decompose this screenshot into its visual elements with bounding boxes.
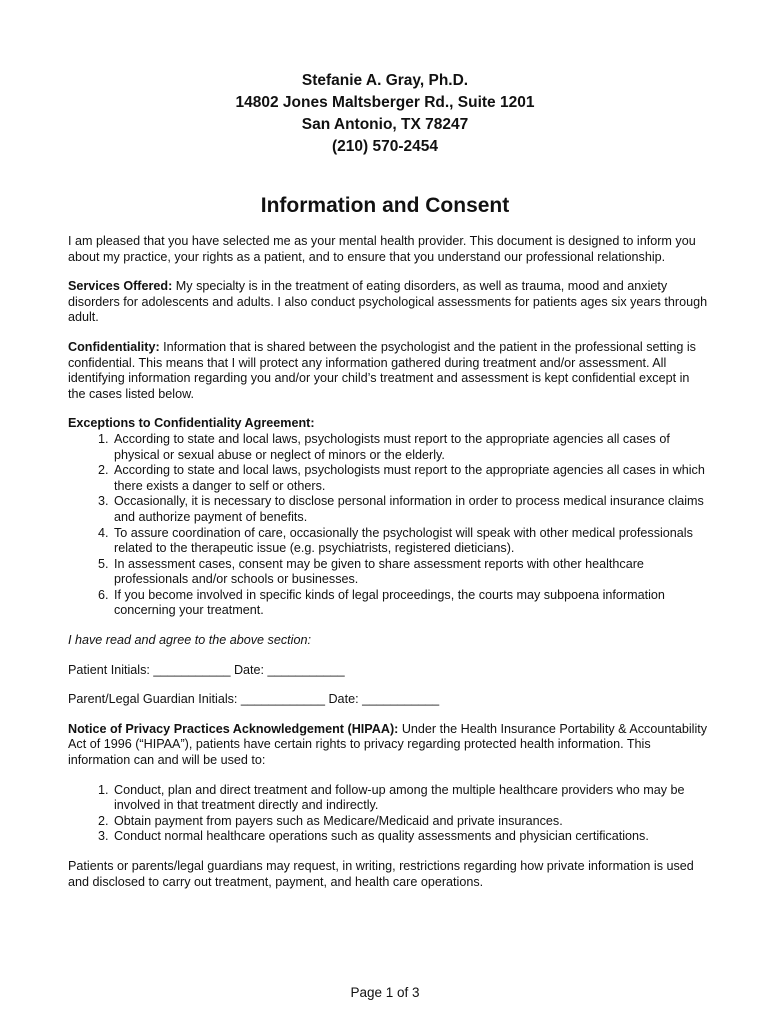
list-item: 4. To assure coordination of care, occasionally the psychologist will speak with other medical professionals related to the therapeutic issue (e.g. psychiatrists, registered dieticians). bbox=[112, 526, 708, 557]
document-title: Information and Consent bbox=[260, 194, 510, 217]
confidentiality-label: Confidentiality: bbox=[68, 339, 160, 354]
hipaa-text: Under the Health Insurance Portability & Accountability Act of 1996 (“HIPAA”), patients have certain rights to privacy regarding protected health information. This information can and will be used to: bbox=[68, 721, 708, 768]
list-item: 2. Obtain payment from payers such as Medicare/Medicaid and private insurances. bbox=[112, 814, 708, 830]
exceptions-heading: Exceptions to Confidentiality Agreement: bbox=[68, 416, 315, 431]
intro-paragraph: I am pleased that you have selected me as your mental health provider. This document is designed to inform you about my practice, your rights as a patient, and to ensure that you understand our professional relationship. bbox=[68, 234, 696, 264]
services-paragraph bbox=[68, 279, 708, 326]
list-item: 3. Occasionally, it is necessary to disclose personal information in order to process medical insurance claims and authorize payment of benefits. bbox=[112, 494, 708, 525]
hipaa-list bbox=[68, 783, 708, 845]
confidentiality-text: Information that is shared between the psychologist and the patient in the professional setting is confidential. This means that I will protect any information gathered during treatment and/or assessment. All identifying information regarding you and/or your child’s treatment and assessment is kept confidential except in the cases listed below. bbox=[68, 339, 696, 401]
provider-phone: (210) 570-2454 bbox=[332, 138, 438, 155]
provider-address: 14802 Jones Maltsberger Rd., Suite 1201 bbox=[235, 94, 535, 111]
list-item: 6. If you become involved in specific kinds of legal proceedings, the courts may subpoena information concerning your treatment. bbox=[112, 588, 708, 619]
hipaa-paragraph bbox=[68, 722, 708, 769]
exceptions-list bbox=[68, 432, 708, 619]
list-item: 5. In assessment cases, consent may be given to share assessment reports with other healthcare professionals and/or schools or businesses. bbox=[112, 557, 708, 588]
confidentiality-paragraph bbox=[68, 340, 708, 402]
provider-name: Stefanie A. Gray, Ph.D. bbox=[301, 72, 469, 89]
letterhead bbox=[0, 70, 770, 158]
list-item: 1. Conduct, plan and direct treatment and follow-up among the multiple healthcare providers who may be involved in that treatment directly and indirectly. bbox=[112, 783, 708, 814]
document-body bbox=[68, 234, 708, 904]
page-number: Page 1 of 3 bbox=[350, 985, 420, 1000]
list-item: 3. Conduct normal healthcare operations such as quality assessments and physician certifications. bbox=[112, 829, 708, 845]
list-item: 2. According to state and local laws, psychologists must report to the appropriate agencies all cases in which there exists a danger to self or others. bbox=[112, 463, 708, 494]
patient-initials-line[interactable]: Patient Initials: ___________ Date: ___________ bbox=[68, 662, 345, 677]
services-text: My specialty is in the treatment of eating disorders, as well as trauma, mood and anxiety disorders for adolescents and adults. I also conduct psychological assessments for patients ages six years through adult. bbox=[68, 279, 708, 325]
hipaa-label: Notice of Privacy Practices Acknowledgement (HIPAA): bbox=[68, 721, 399, 736]
services-label: Services Offered: bbox=[68, 279, 173, 294]
list-item: 1. According to state and local laws, psychologists must report to the appropriate agencies all cases of physical or sexual abuse or neglect of minors or the elderly. bbox=[112, 432, 708, 463]
provider-city: San Antonio, TX 78247 bbox=[301, 116, 469, 133]
restrictions-paragraph: Patients or parents/legal guardians may request, in writing, restrictions regarding how private information is used and disclosed to carry out treatment, payment, and health care operations. bbox=[68, 859, 694, 889]
acknowledgement-statement: I have read and agree to the above section: bbox=[68, 633, 311, 648]
guardian-initials-line[interactable]: Parent/Legal Guardian Initials: ____________ Date: ___________ bbox=[68, 692, 440, 707]
